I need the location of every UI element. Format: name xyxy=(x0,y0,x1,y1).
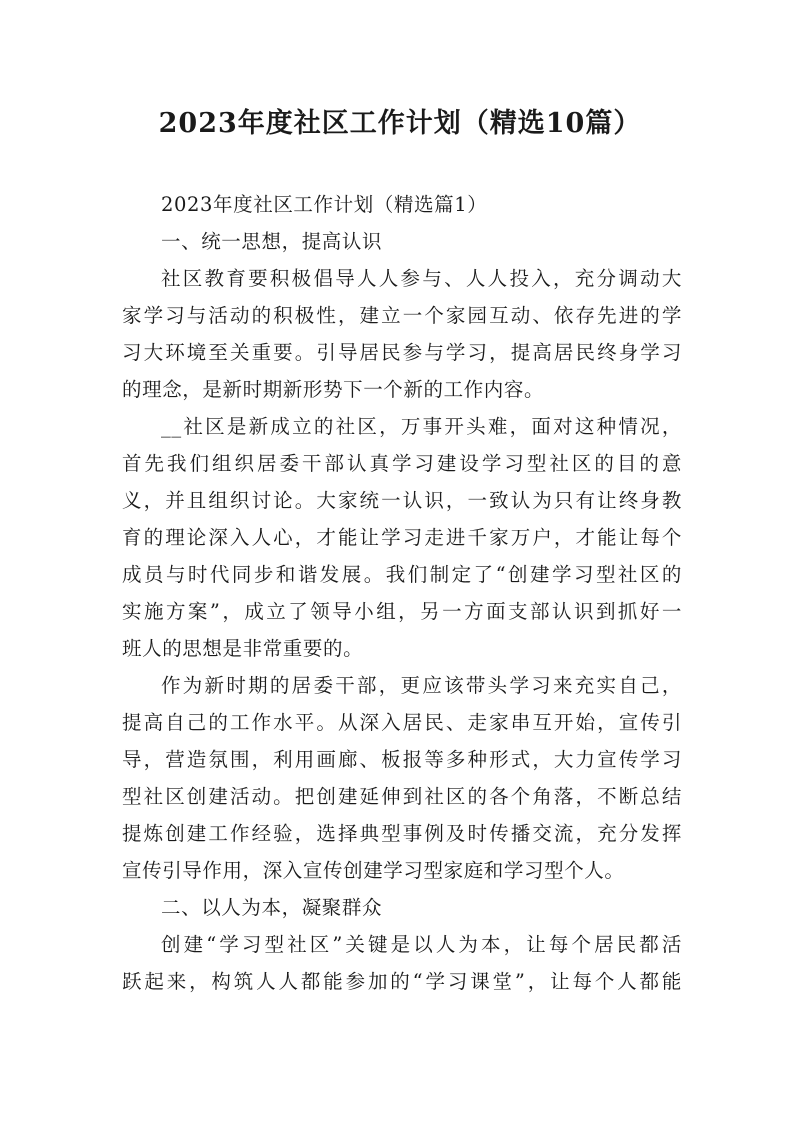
paragraph-line: 首先我们组织居委干部认真学习建设学习型社区的目的意 xyxy=(122,452,682,475)
paragraph-line: 的理念，是新时期新形势下一个新的工作内容。 xyxy=(122,378,545,401)
paragraph-line: 习大环境至关重要。引导居民参与学习，提高居民终身学习 xyxy=(122,341,682,364)
paragraph-line: 宣传引导作用，深入宣传创建学习型家庭和学习型个人。 xyxy=(122,859,625,882)
paragraph-line: 育的理论深入人心，才能让学习走进千家万户，才能让每个 xyxy=(122,526,682,549)
paragraph-line: 家学习与活动的积极性，建立一个家园互动、依存先进的学 xyxy=(122,304,682,327)
paragraph-line: 创建“学习型社区”关键是以人为本，让每个居民都活 xyxy=(161,933,682,956)
subheading-people-oriented: 二、以人为本，凝聚群众 xyxy=(161,896,383,919)
paragraph-line: 社区教育要积极倡导人人参与、人人投入，充分调动大 xyxy=(161,267,682,290)
section-heading-plan-1: 2023年度社区工作计划（精选篇1） xyxy=(161,193,488,216)
paragraph-line: __社区是新成立的社区，万事开头难，面对这种情况， xyxy=(161,415,682,438)
subheading-unify-thinking: 一、统一思想，提高认识 xyxy=(161,230,383,253)
document-title: 2023年度社区工作计划（精选10篇） xyxy=(158,108,642,139)
paragraph-line: 成员与时代同步和谐发展。我们制定了“创建学习型社区的 xyxy=(122,563,682,586)
paragraph-line: 提炼创建工作经验，选择典型事例及时传播交流，充分发挥 xyxy=(122,822,682,845)
paragraph-line: 义，并且组织讨论。大家统一认识，一致认为只有让终身教 xyxy=(122,489,682,512)
paragraph-line: 作为新时期的居委干部，更应该带头学习来充实自己， xyxy=(161,674,682,697)
document-body xyxy=(122,186,682,1000)
paragraph-line: 跃起来，构筑人人都能参加的“学习课堂”，让每个人都能 xyxy=(122,970,682,993)
paragraph-line: 导，营造氛围，利用画廊、板报等多种形式，大力宣传学习 xyxy=(122,748,682,771)
paragraph-line: 型社区创建活动。把创建延伸到社区的各个角落，不断总结 xyxy=(122,785,682,808)
paragraph-line: 班人的思想是非常重要的。 xyxy=(122,637,364,660)
paragraph-line: 提高自己的工作水平。从深入居民、走家串互开始，宣传引 xyxy=(122,711,682,734)
paragraph-line: 实施方案”，成立了领导小组，另一方面支部认识到抓好一 xyxy=(122,600,682,623)
